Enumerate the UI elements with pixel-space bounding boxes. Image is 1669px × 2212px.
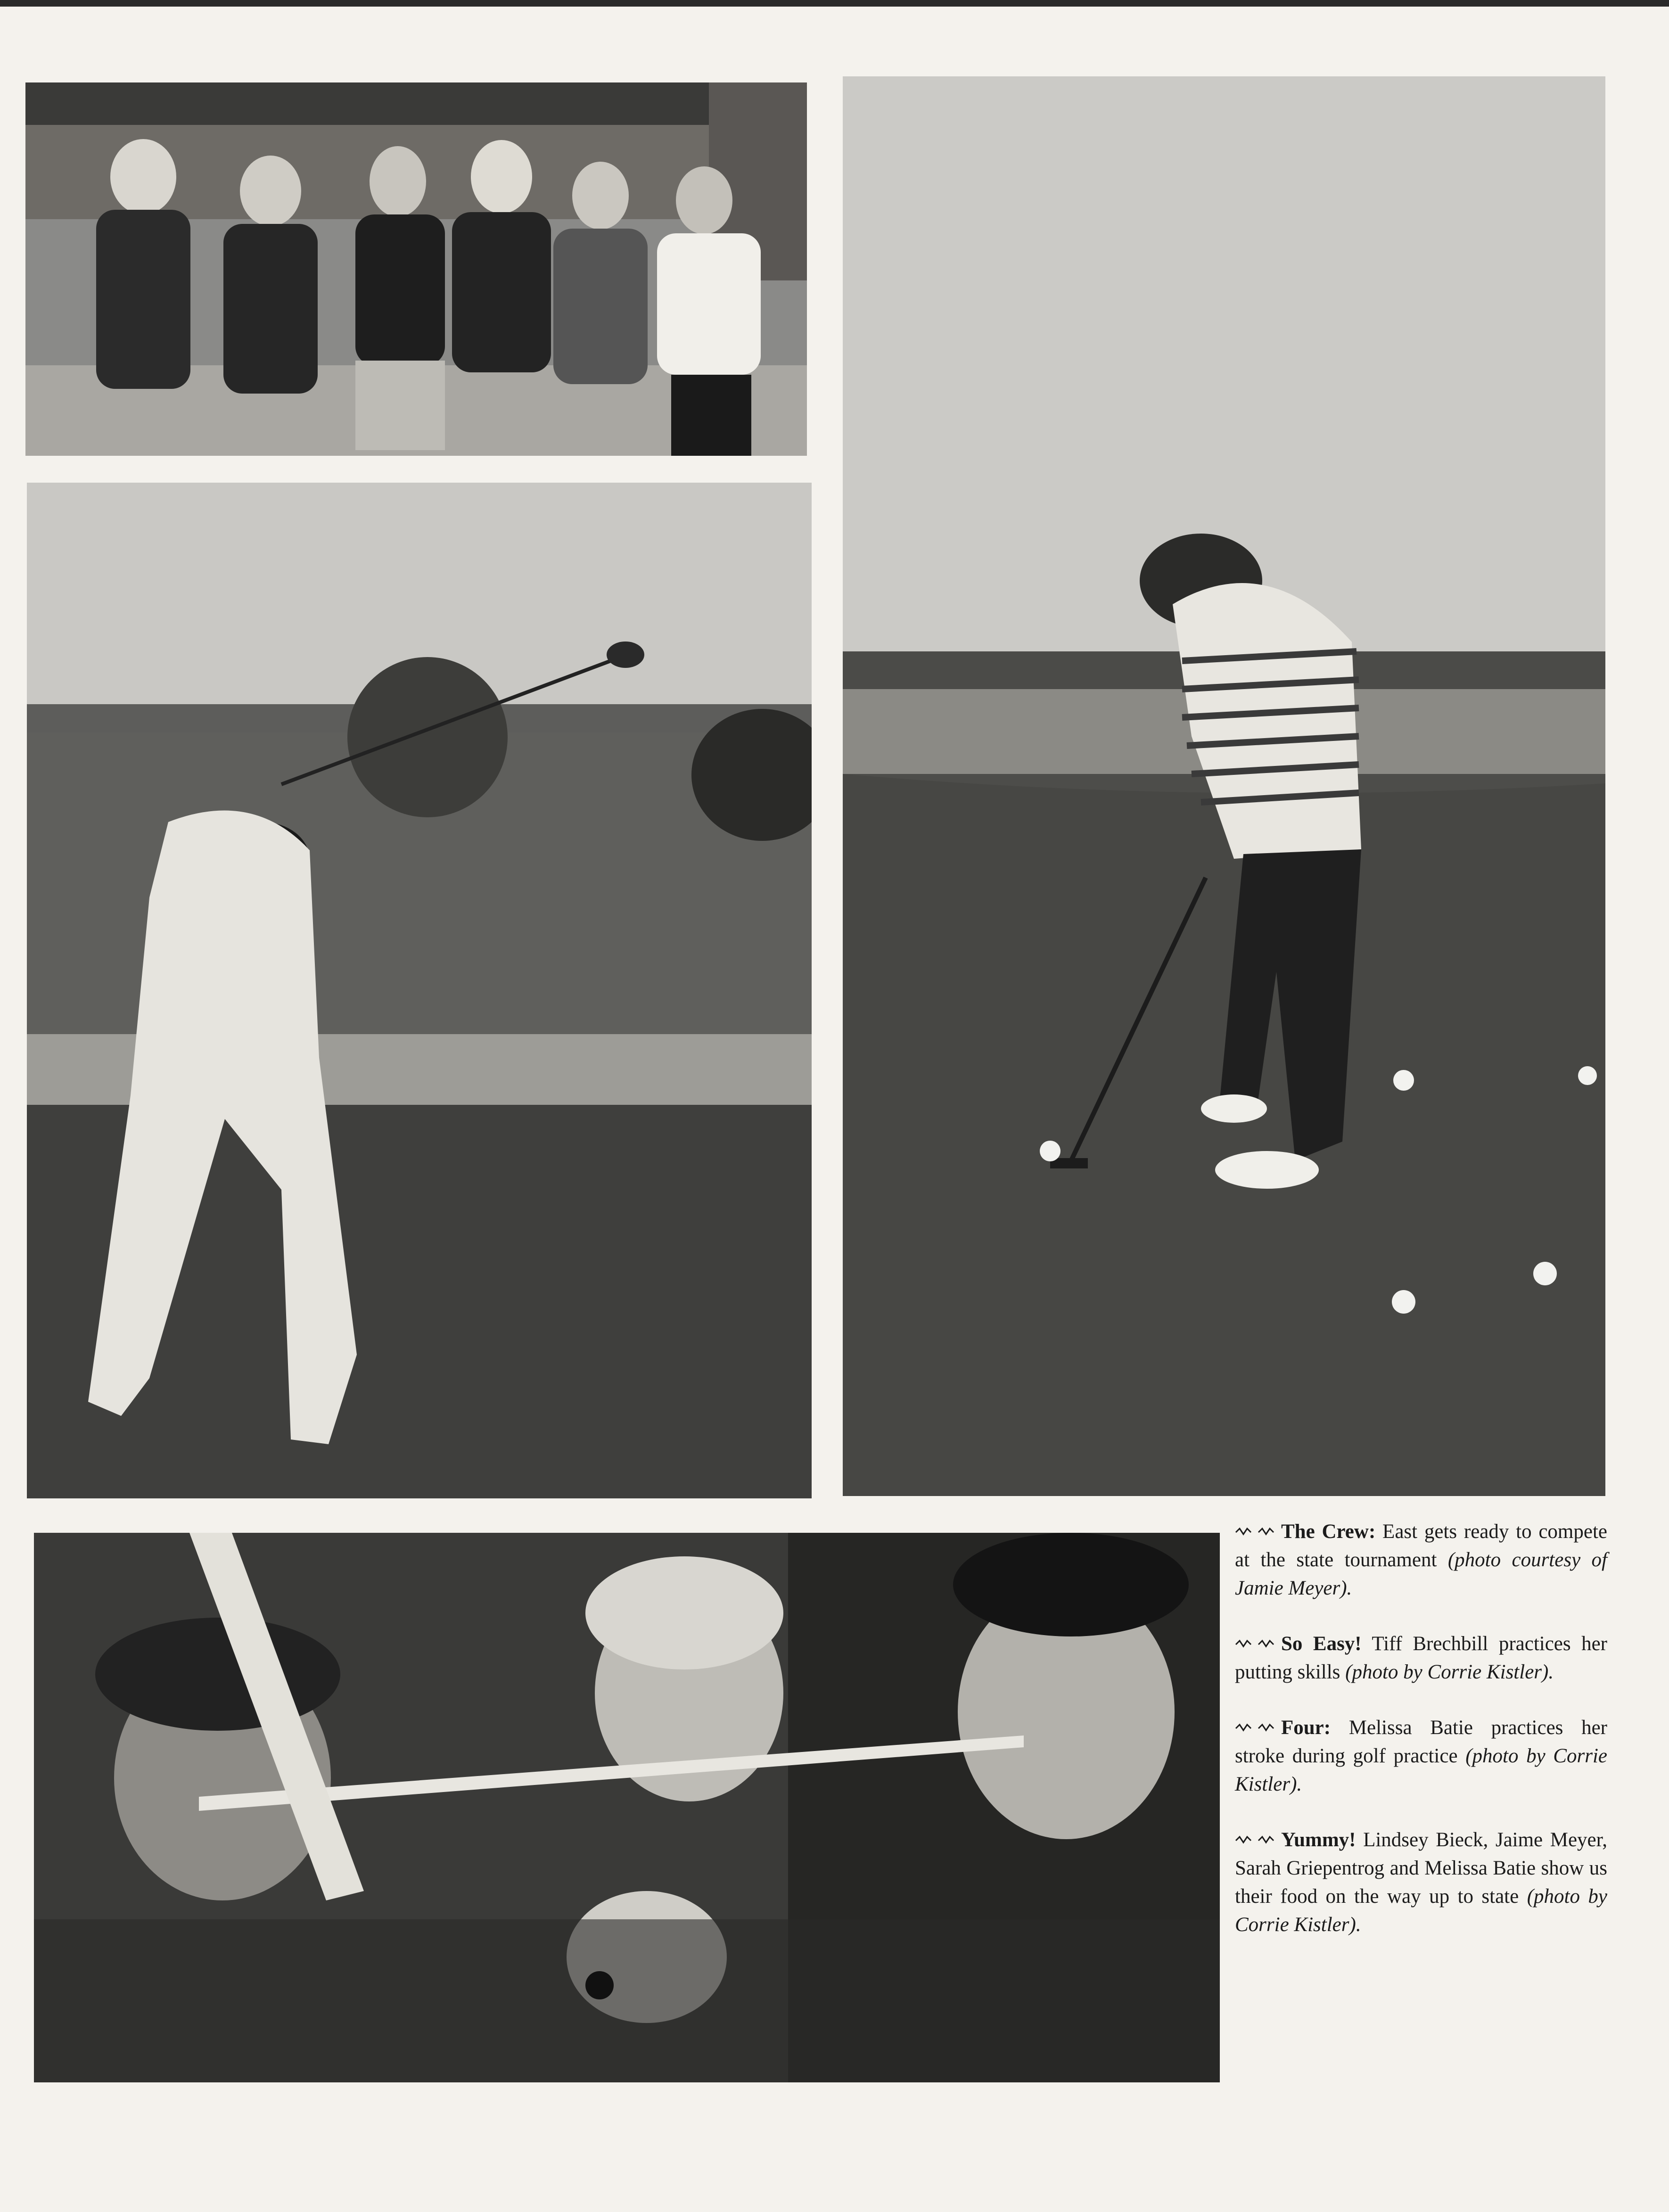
- squiggle-bullet-icon: [1235, 1834, 1280, 1846]
- golfer-swing-photo: [27, 483, 812, 1498]
- squiggle-bullet-icon: [1235, 1722, 1280, 1734]
- page-top-edge: [0, 0, 1669, 7]
- caption-title: So Easy!: [1281, 1633, 1362, 1655]
- team-group-photo: [25, 82, 807, 456]
- caption-the-crew: [1235, 1518, 1607, 1603]
- caption-body: Tiff Brechbill practices her putting skills: [1235, 1633, 1607, 1683]
- caption-yummy: [1235, 1826, 1607, 1939]
- caption-title: Yummy!: [1281, 1829, 1356, 1851]
- golfer-putting-illustration: [843, 76, 1605, 1496]
- caption-body: Melissa Batie practices her stroke during golf practice: [1235, 1717, 1607, 1767]
- caption-credit: (photo by Corrie Kistler).: [1235, 1885, 1607, 1936]
- golfer-swing-illustration: [27, 483, 812, 1498]
- squiggle-bullet-icon: [1235, 1526, 1280, 1538]
- photo-captions: [1235, 1518, 1607, 1966]
- caption-credit: (photo by Corrie Kistler).: [1345, 1661, 1554, 1683]
- caption-so-easy: [1235, 1630, 1607, 1686]
- golfer-putting-photo: [843, 76, 1605, 1496]
- team-group-illustration: [25, 82, 807, 456]
- caption-title: Four:: [1281, 1717, 1331, 1739]
- caption-body: East gets ready to compete at the state tournament: [1235, 1521, 1607, 1571]
- caption-title: The Crew:: [1281, 1521, 1376, 1543]
- girls-food-illustration: [34, 1533, 1220, 2082]
- caption-credit: (photo by Corrie Kistler).: [1235, 1745, 1607, 1795]
- caption-body: Lindsey Bieck, Jaime Meyer, Sarah Griepentrog and Melissa Batie show us their food on the way up to state: [1235, 1829, 1607, 1908]
- squiggle-bullet-icon: [1235, 1638, 1280, 1650]
- caption-four: [1235, 1714, 1607, 1799]
- caption-credit: (photo courtesy of Jamie Meyer).: [1235, 1549, 1607, 1599]
- girls-food-photo: [34, 1533, 1220, 2082]
